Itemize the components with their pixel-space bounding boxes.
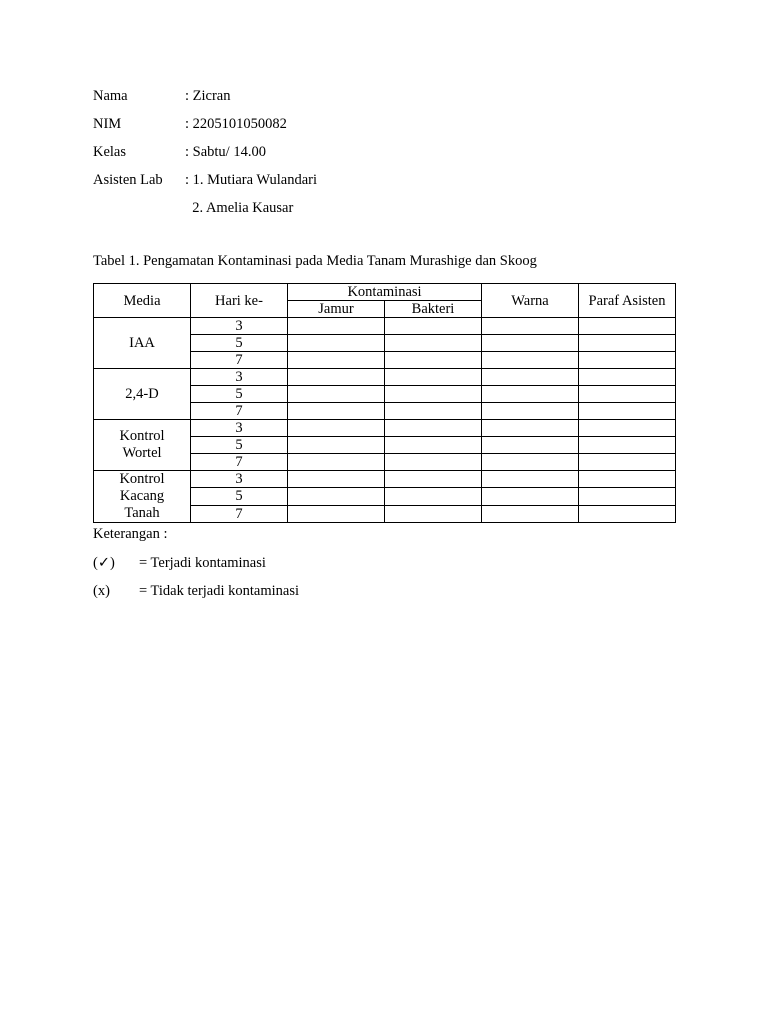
color-cell[interactable]	[482, 488, 579, 505]
bacteria-cell[interactable]	[385, 454, 482, 471]
fungi-cell[interactable]	[288, 403, 385, 420]
info-label: Asisten Lab	[93, 172, 163, 188]
header-contamination: Kontaminasi	[288, 284, 482, 301]
color-cell[interactable]	[482, 352, 579, 369]
color-cell[interactable]	[482, 386, 579, 403]
table-row	[94, 369, 676, 386]
color-cell[interactable]	[482, 471, 579, 488]
bacteria-cell[interactable]	[385, 335, 482, 352]
media-cell	[94, 471, 191, 523]
day-cell: 7	[191, 403, 288, 420]
fungi-cell[interactable]	[288, 335, 385, 352]
legend-symbol: (x)	[93, 583, 110, 599]
day-cell: 7	[191, 454, 288, 471]
signature-cell[interactable]	[579, 403, 676, 420]
media-label-line: Tanah	[124, 505, 160, 521]
media-label-line: Kacang	[119, 488, 165, 504]
legend-description: = Terjadi kontaminasi	[139, 555, 266, 571]
color-cell[interactable]	[482, 318, 579, 335]
info-value: : 1. Mutiara Wulandari	[185, 172, 318, 188]
table-row	[94, 420, 676, 437]
bacteria-cell[interactable]	[385, 488, 482, 505]
bacteria-cell[interactable]	[385, 403, 482, 420]
fungi-cell[interactable]	[288, 369, 385, 386]
color-cell[interactable]	[482, 454, 579, 471]
color-cell[interactable]	[482, 369, 579, 386]
info-value: : Zicran	[185, 88, 231, 104]
day-cell: 3	[191, 471, 288, 488]
signature-cell[interactable]	[579, 437, 676, 454]
fungi-cell[interactable]	[288, 318, 385, 335]
signature-cell[interactable]	[579, 386, 676, 403]
signature-cell[interactable]	[579, 352, 676, 369]
fungi-cell[interactable]	[288, 352, 385, 369]
color-cell[interactable]	[482, 420, 579, 437]
day-cell: 3	[191, 369, 288, 386]
fungi-cell[interactable]	[288, 471, 385, 488]
day-cell: 5	[191, 386, 288, 403]
signature-cell[interactable]	[579, 471, 676, 488]
day-cell: 5	[191, 488, 288, 505]
info-label: NIM	[93, 116, 122, 132]
day-cell: 5	[191, 437, 288, 454]
info-label: Nama	[93, 88, 128, 104]
header-media: Media	[94, 284, 191, 318]
day-cell: 3	[191, 420, 288, 437]
fungi-cell[interactable]	[288, 505, 385, 522]
media-label-line: Wortel	[122, 445, 162, 461]
color-cell[interactable]	[482, 335, 579, 352]
legend-symbol: (✓)	[93, 555, 115, 571]
media-label-line: IAA	[129, 334, 155, 351]
info-value: 2. Amelia Kausar	[185, 200, 294, 216]
header-day: Hari ke-	[191, 284, 288, 318]
media-cell	[94, 420, 191, 471]
media-cell	[94, 369, 191, 420]
table-row	[94, 471, 676, 488]
observation-table	[93, 283, 676, 523]
bacteria-cell[interactable]	[385, 420, 482, 437]
bacteria-cell[interactable]	[385, 369, 482, 386]
color-cell[interactable]	[482, 403, 579, 420]
bacteria-cell[interactable]	[385, 386, 482, 403]
bacteria-cell[interactable]	[385, 471, 482, 488]
color-cell[interactable]	[482, 505, 579, 522]
fungi-cell[interactable]	[288, 386, 385, 403]
fungi-cell[interactable]	[288, 437, 385, 454]
info-value: : 2205101050082	[185, 116, 287, 132]
bacteria-cell[interactable]	[385, 318, 482, 335]
signature-cell[interactable]	[579, 505, 676, 522]
media-label-line: 2,4-D	[125, 385, 159, 402]
legend-title: Keterangan :	[93, 526, 168, 542]
table-body	[94, 318, 676, 523]
fungi-cell[interactable]	[288, 488, 385, 505]
signature-cell[interactable]	[579, 335, 676, 352]
media-label-line: Kontrol	[119, 471, 165, 487]
bacteria-cell[interactable]	[385, 505, 482, 522]
media-label-line: Kontrol	[119, 428, 165, 444]
signature-cell[interactable]	[579, 454, 676, 471]
header-fungi: Jamur	[288, 301, 385, 318]
day-cell: 7	[191, 505, 288, 522]
table-caption: Tabel 1. Pengamatan Kontaminasi pada Media Tanam Murashige dan Skoog	[93, 253, 537, 269]
color-cell[interactable]	[482, 437, 579, 454]
table-row	[94, 318, 676, 335]
signature-cell[interactable]	[579, 488, 676, 505]
header-bacteria: Bakteri	[385, 301, 482, 318]
fungi-cell[interactable]	[288, 454, 385, 471]
fungi-cell[interactable]	[288, 420, 385, 437]
header-color: Warna	[482, 284, 579, 318]
signature-cell[interactable]	[579, 420, 676, 437]
signature-cell[interactable]	[579, 369, 676, 386]
day-cell: 5	[191, 335, 288, 352]
day-cell: 3	[191, 318, 288, 335]
signature-cell[interactable]	[579, 318, 676, 335]
bacteria-cell[interactable]	[385, 352, 482, 369]
info-label: Kelas	[93, 144, 127, 160]
info-value: : Sabtu/ 14.00	[185, 144, 266, 160]
media-cell	[94, 318, 191, 369]
bacteria-cell[interactable]	[385, 437, 482, 454]
legend-description: = Tidak terjadi kontaminasi	[139, 583, 300, 599]
day-cell: 7	[191, 352, 288, 369]
header-signature: Paraf Asisten	[579, 284, 676, 318]
